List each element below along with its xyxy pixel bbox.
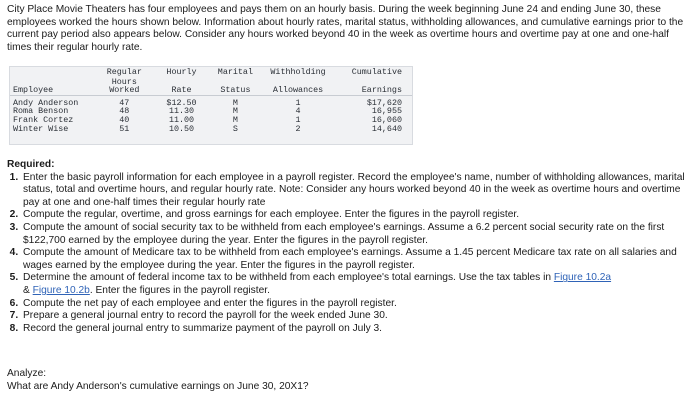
cell-rate: 11.00 <box>168 114 195 125</box>
table-header-row-2 <box>10 77 412 96</box>
table-row <box>10 99 412 108</box>
analyze-heading: Analyze: <box>7 368 47 379</box>
required-steps-list <box>7 172 695 336</box>
step-5 <box>21 272 695 297</box>
table-row <box>10 125 412 134</box>
cell-hours: 47 <box>119 97 130 108</box>
cell-rate: 10.50 <box>168 123 195 134</box>
header-earnings-line1: Cumulative <box>351 67 402 77</box>
header-earnings-line2: Earnings <box>361 85 402 96</box>
cell-status: M <box>232 106 238 117</box>
cell-status: S <box>232 123 238 134</box>
cell-earnings: 16,060 <box>371 114 402 125</box>
step-3: 3. Compute the amount of social security tax to be withheld from each employee's earnings. Assume a 6.2 percent social security rate on the first $122,700 earned by the employee during the year. Enter the figures in the payroll register. <box>21 222 695 247</box>
cell-hours: 48 <box>119 106 130 117</box>
step-6: 6. Compute the net pay of each employee and enter the figures in the payroll register. <box>21 298 695 311</box>
intro-section <box>7 4 695 54</box>
header-status-line2: Status <box>220 85 251 96</box>
required-heading: Required: <box>7 159 55 170</box>
step-1: 1. Enter the basic payroll information for each employee in a payroll register. Record the employee's name, number of withholding allowances, marital status, total and overtime hours, and regular hourly rate. Note: Consider any hours worked beyond 40 in the week as overtime hours and overtime pay at one and one-half times their regular hourly rate <box>21 172 695 210</box>
step-7: 7. Prepare a general journal entry to record the payroll for the week ended June 30. <box>21 310 695 323</box>
header-rate-line1: Hourly <box>166 67 197 77</box>
cell-rate: 11.30 <box>168 106 195 117</box>
cell-allowances: 4 <box>295 106 301 117</box>
step-4: 4. Compute the amount of Medicare tax to be withheld from each employee's earnings. Assume a 1.45 percent Medicare tax rate on all salaries and wages earned by the employee during the year. Enter the figures in the payroll register. <box>21 247 695 272</box>
cell-earnings: 14,640 <box>371 123 402 134</box>
cell-allowances: 2 <box>295 123 301 134</box>
header-rate-line2: Rate <box>171 85 192 96</box>
header-allowances-line2: Allowances <box>272 85 324 96</box>
cell-allowances: 1 <box>295 114 301 125</box>
cell-employee: Winter Wise <box>13 123 69 134</box>
cell-earnings: $17,620 <box>366 97 402 108</box>
cell-employee: Andy Anderson <box>13 97 79 108</box>
analyze-question: What are Andy Anderson's cumulative earnings on June 30, 20X1? <box>7 380 309 392</box>
cell-hours: 40 <box>119 114 130 125</box>
table-header-row-1 <box>10 67 412 77</box>
employee-data-table <box>10 67 412 133</box>
header-allowances-line1: Withholding <box>270 67 326 77</box>
figure-10-2a-link[interactable]: Figure 10.2a <box>553 272 612 284</box>
intro-paragraph: City Place Movie Theaters has four employees and pays them on an hourly basis. During the week beginning June 24 and ending June 30, these employees worked the hours shown below. Information about hourly rates, marital status, withholding allowances, and cumulative earnings prior to the current pay period also appears below. Consider any hours worked beyond 40 in the week as overtime hours and overtime pay at one and one-half times their regular hourly rate. <box>7 4 684 53</box>
cell-employee: Roma Benson <box>13 106 69 117</box>
header-status-line1: Marital <box>217 67 253 77</box>
header-hours-line1: Regular <box>106 67 142 77</box>
step-5-text-c: . Enter the figures in the payroll register. <box>89 284 270 296</box>
step-5-text-b: & <box>23 284 33 296</box>
cell-rate: $12.50 <box>166 97 197 108</box>
step-8: 8. Record the general journal entry to summarize payment of the payroll on July 3. <box>21 323 695 336</box>
header-hours-line2: Hours Worked <box>109 76 140 96</box>
analyze-section <box>7 368 695 393</box>
employee-data-table-panel <box>9 66 413 145</box>
header-employee: Employee <box>13 85 54 96</box>
step-5-text-a: Determine the amount of federal income tax to be withheld from each employee's total earnings. Use the tax tables in <box>23 272 554 284</box>
cell-employee: Frank Cortez <box>13 114 74 125</box>
cell-status: M <box>232 97 238 108</box>
cell-allowances: 1 <box>295 97 301 108</box>
cell-hours: 51 <box>119 123 130 134</box>
step-2: 2. Compute the regular, overtime, and gross earnings for each employee. Enter the figures in the payroll register. <box>21 209 695 222</box>
table-row <box>10 116 412 125</box>
figure-10-2b-link[interactable]: Figure 10.2b <box>32 284 90 296</box>
required-section <box>7 159 695 335</box>
cell-status: M <box>232 114 238 125</box>
cell-earnings: 16,955 <box>371 106 402 117</box>
